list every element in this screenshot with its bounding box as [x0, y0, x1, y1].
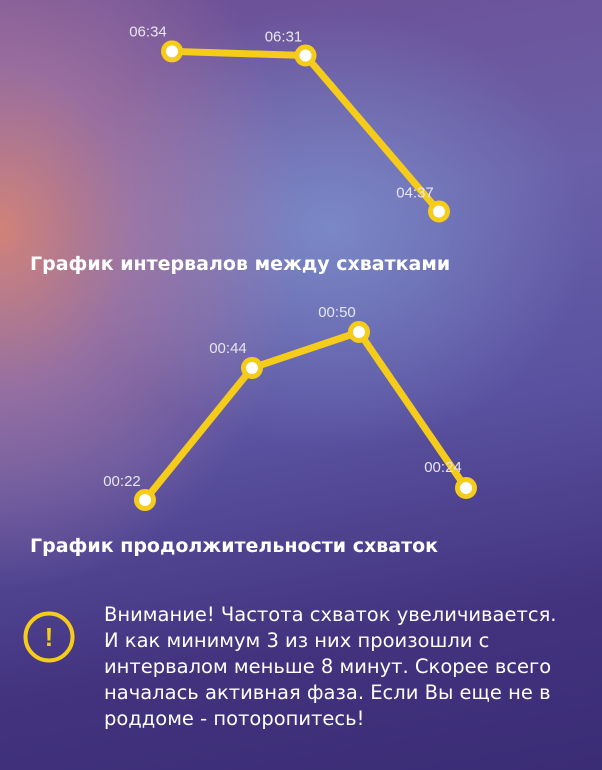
interval-chart-title: График интервалов между схватками	[30, 253, 451, 275]
warning-text: Внимание! Частота схваток увеличивается. И как минимум 3 из них произошли с интервалом меньше 8 минут. Скорее всего началась активная фаза. Если Вы еще не в роддоме - поторопитесь!	[104, 603, 557, 730]
data-point	[297, 47, 314, 64]
data-point	[351, 324, 368, 341]
interval-chart	[0, 0, 602, 250]
data-label: 00:50	[318, 304, 356, 321]
duration-chart-title: График продолжительности схваток	[30, 535, 439, 557]
data-label: 06:31	[264, 28, 303, 46]
duration-chart-plot	[0, 295, 602, 525]
data-label: 00:22	[103, 473, 141, 490]
data-point	[244, 360, 261, 377]
warning-block	[0, 602, 602, 742]
data-label: 06:34	[129, 23, 167, 41]
data-label: 00:44	[209, 340, 247, 357]
data-point	[458, 480, 475, 497]
data-label: 00:24	[424, 459, 462, 476]
data-point	[431, 203, 448, 220]
interval-chart-plot	[0, 0, 602, 250]
duration-chart	[0, 295, 602, 525]
data-point	[137, 492, 154, 509]
data-point	[164, 43, 181, 60]
exclamation-circle-icon	[22, 610, 76, 664]
data-label: 04:37	[396, 184, 434, 202]
exclamation-glyph: !	[44, 622, 54, 652]
series-line	[145, 332, 466, 500]
